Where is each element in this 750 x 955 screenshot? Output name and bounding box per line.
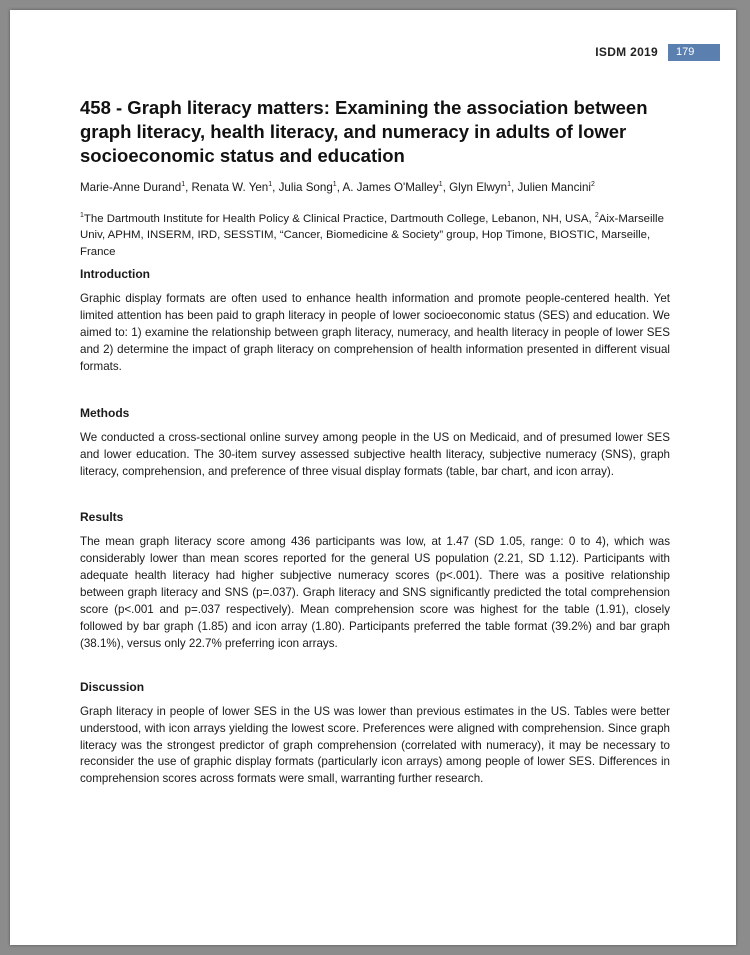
section-heading-discussion: Discussion bbox=[80, 679, 145, 694]
conference-label: ISDM 2019 bbox=[595, 45, 658, 59]
document-page bbox=[10, 10, 736, 945]
author: Julien Mancini$^2$ bbox=[517, 180, 595, 194]
page-number-badge: 179 bbox=[668, 44, 720, 61]
section-heading-methods: Methods bbox=[80, 405, 130, 420]
affiliation-marker: 2 bbox=[594, 211, 599, 219]
section-body-methods: We conducted a cross-sectional online survey among people in the US on Medicaid, and of presumed lower SES and lower education. The 30-item survey assessed subjective health literacy, subjective numeracy (SNS), graph literacy, comprehension, and preference of three visual display formats (table, bar chart, and icon array). bbox=[80, 430, 670, 478]
section-body-results: The mean graph literacy score among 436 participants was low, at 1.47 (SD 1.05, range: 0 to 4), which was considerably lower than mean scores reported for the general US population (2.21, SD 1.12). Participants with adequate health literacy had higher subjective numeracy scores (p<.001). There was a positive relationship between graph literacy and SNS (p=.037). Graph literacy and SNS significantly predicted the total comprehension score (p<.001 and p=.037 respectively). Mean comprehension score was highest for the table (1.91), closely followed by bar graph (1.85) and icon array (1.80). Participants preferred the table format (39.2%) and bar graph (38.1%), versus only 22.7% preferring icon arrays. bbox=[80, 535, 670, 650]
author: Julia Song$^1$ bbox=[278, 180, 337, 194]
author: Renata W. Yen$^1$ bbox=[191, 180, 273, 194]
affiliation-text: Aix-Marseille Univ, APHM, INSERM, IRD, SESSTIM, “Cancer, Biomedicine & Society” group, Hop Timone, BIOSTIC, Marseille, France bbox=[80, 212, 664, 258]
affiliation-marker: 1 bbox=[80, 211, 84, 219]
affiliation-text: The Dartmouth Institute for Health Policy & Clinical Practice, Dartmouth College, Lebanon, NH, USA, bbox=[83, 212, 592, 225]
section-heading-results: Results bbox=[80, 510, 124, 525]
section-body-discussion: Graph literacy in people of lower SES in the US was lower than previous estimates in the US. Tables were better understood, with icon arrays yielding the lowest score. Preferences were aligned with comprehension. Since graph literacy was the strongest predictor of graph comprehension (correlated with numeracy), it may be necessary to reconsider the use of graphic display formats (particularly icon arrays) among people of lower SES. Differences in comprehension scores across formats were small, warranting further research. bbox=[80, 704, 670, 786]
section-heading-introduction: Introduction bbox=[80, 267, 150, 282]
author: A. James O'Malley$^1$ bbox=[342, 180, 443, 194]
author: Glyn Elwyn$^1$ bbox=[449, 180, 512, 194]
author: Marie-Anne Durand$^1$ bbox=[80, 180, 186, 194]
article-body bbox=[80, 96, 670, 788]
section-body-introduction: Graphic display formats are often used to enhance health information and promote people-centered health. Yet limited attention has been paid to graph literacy in people of lower socioeconomic status (SES) and education. We aimed to: 1) examine the relationship between graph literacy, numeracy, and health literacy in people of lower SES and 2) determine the impact of graph literacy on comprehension of health information presented in different visual formats. bbox=[80, 292, 670, 373]
article-title: 458 - Graph literacy matters: Examining the association between graph literacy, health literacy, and numeracy in adults of lower socioeconomic status and education bbox=[80, 97, 648, 166]
author-list: Marie-Anne Durand$^1$, Renata W. Yen$^1$, Julia Song$^1$, A. James O'Malley$^1$, Glyn Elwyn$^1$, Julien Mancini$^2$ bbox=[80, 180, 595, 194]
affiliations bbox=[80, 208, 670, 260]
